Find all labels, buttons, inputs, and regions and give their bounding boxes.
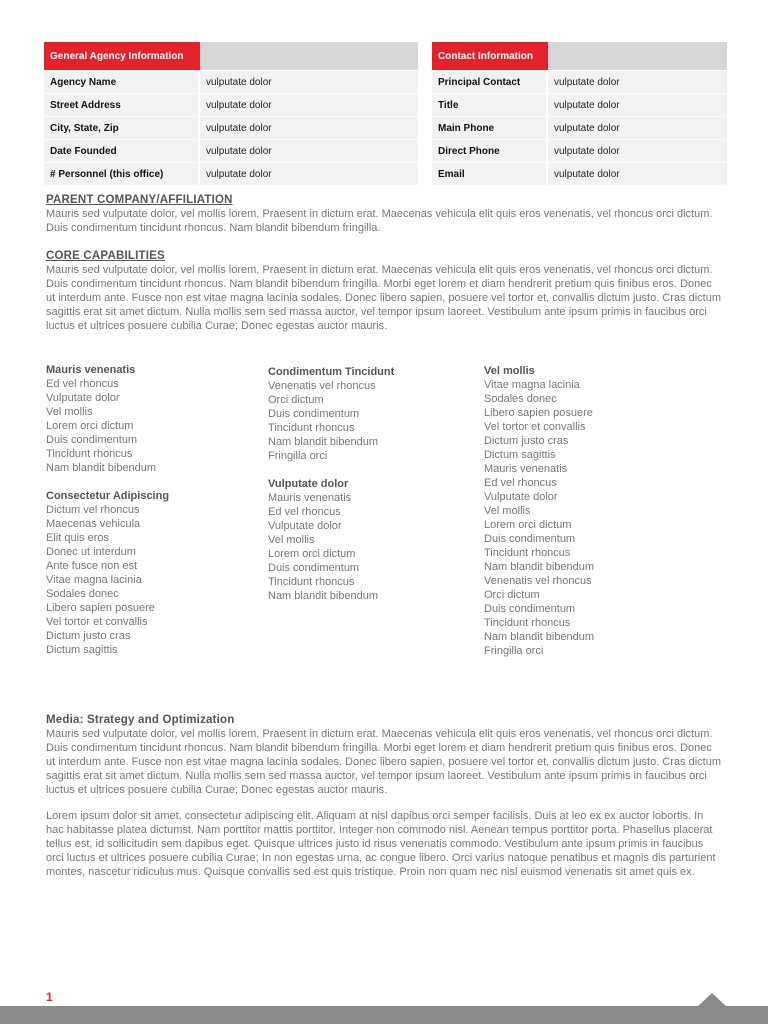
capability-group xyxy=(484,364,714,658)
list-item: Mauris venenatis xyxy=(268,492,352,504)
table-row xyxy=(44,71,418,94)
capability-group-title: Condimentum Tincidunt xyxy=(268,366,395,378)
row-value: vulputate dolor xyxy=(200,163,418,186)
contact-table-header-blank xyxy=(548,42,727,71)
capability-group xyxy=(268,477,478,603)
capability-list xyxy=(484,378,714,658)
list-item: Donec ut interdum xyxy=(46,546,136,558)
list-item: Ed vel rhoncus xyxy=(46,378,119,390)
list-item: Duis condimentum xyxy=(484,533,576,545)
list-item: Duis condimentum xyxy=(46,434,138,446)
capability-list xyxy=(268,491,478,603)
list-item: Venenatis vel rhoncus xyxy=(268,380,376,392)
row-label: Main Phone xyxy=(432,117,548,140)
list-item: Sodales donec xyxy=(46,588,119,600)
row-label: Agency Name xyxy=(44,71,200,94)
capability-group-title: Mauris venenatis xyxy=(46,364,136,376)
parent-company-section xyxy=(46,193,722,235)
list-item: Dictum justo cras xyxy=(484,435,569,447)
list-item: Mauris venenatis xyxy=(484,463,568,475)
list-item: Orci dictum xyxy=(484,589,540,601)
list-item: Duis condimentum xyxy=(268,562,360,574)
list-item: Vitae magna lacinia xyxy=(484,379,580,391)
table-row xyxy=(432,163,727,186)
contact-table-header: Contact Information xyxy=(432,42,548,71)
row-value: vulputate dolor xyxy=(548,71,727,94)
capability-group xyxy=(46,363,256,475)
capability-list xyxy=(268,379,478,463)
row-label: City, State, Zip xyxy=(44,117,200,140)
list-item: Orci dictum xyxy=(268,394,324,406)
capability-group-title: Vulputate dolor xyxy=(268,478,349,490)
row-value: vulputate dolor xyxy=(200,71,418,94)
capability-list xyxy=(46,377,256,475)
table-row xyxy=(44,117,418,140)
row-value: vulputate dolor xyxy=(200,140,418,163)
row-label: Email xyxy=(432,163,548,186)
list-item: Nam blandit bibendum xyxy=(484,561,595,573)
list-item: Dictum justo cras xyxy=(46,630,131,642)
media-text-2: Lorem ipsum dolor sit amet, consectetur adipiscing elit. Aliquam at nisl dapibus orci semper facilisis. Duis at leo ex ex auctor lobortis. In hac habitasse platea dictumst. Nam porttitor mattis porttitor. Integer non commodo nisl. Aenean tempus porttitor porta. Phasellus placerat tellus est, id sollicitudin sem dapibus eget. Quisque ultrices justo id risus venenatis commodo. Vestibulum ante ipsum primis in faucibus orci luctus et ultrices posuere cubilia Curae; In non egestas urna, ac congue libero. Orci varius natoque penatibus et magnis dis parturient montes, nascetur ridiculus mus. Quisque convallis sed est quis tristique. Proin non quam nec nisl euismod venenatis sit amet quis ex. xyxy=(46,810,716,878)
row-value: vulputate dolor xyxy=(200,117,418,140)
list-item: Nam blandit bibendum xyxy=(484,631,595,643)
list-item: Ed vel rhoncus xyxy=(268,506,341,518)
list-item: Tincidunt rhoncus xyxy=(484,547,571,559)
capabilities-column-3 xyxy=(484,364,714,672)
list-item: Tincidunt rhoncus xyxy=(46,448,133,460)
capability-group xyxy=(268,365,478,463)
list-item: Maecenas vehicula xyxy=(46,518,141,530)
list-item: Lorem orci dictum xyxy=(268,548,356,560)
table-row xyxy=(432,94,727,117)
list-item: Sodales donec xyxy=(484,393,557,405)
capability-group-title: Vel mollis xyxy=(484,365,535,377)
row-value: vulputate dolor xyxy=(548,163,727,186)
list-item: Vel tortor et convallis xyxy=(484,421,586,433)
list-item: Venenatis vel rhoncus xyxy=(484,575,592,587)
list-item: Vulputate dolor xyxy=(484,491,558,503)
row-label: Direct Phone xyxy=(432,140,548,163)
footer-triangle-icon xyxy=(697,993,727,1007)
media-title: Media: Strategy and Optimization xyxy=(46,714,235,726)
list-item: Lorem orci dictum xyxy=(484,519,572,531)
row-value: vulputate dolor xyxy=(548,140,727,163)
capability-list xyxy=(46,503,256,657)
row-value: vulputate dolor xyxy=(200,94,418,117)
list-item: Libero sapien posuere xyxy=(484,407,593,419)
list-item: Lorem orci dictum xyxy=(46,420,134,432)
list-item: Dictum vel rhoncus xyxy=(46,504,140,516)
row-value: vulputate dolor xyxy=(548,94,727,117)
list-item: Vulputate dolor xyxy=(268,520,342,532)
list-item: Vel mollis xyxy=(268,534,315,546)
capabilities-column-1 xyxy=(46,363,256,671)
list-item: Duis condimentum xyxy=(268,408,360,420)
table-row xyxy=(432,71,727,94)
list-item: Libero sapien posuere xyxy=(46,602,155,614)
page-number: 1 xyxy=(46,990,53,1004)
capability-group-title: Consectetur Adipiscing xyxy=(46,490,170,502)
list-item: Vel mollis xyxy=(46,406,93,418)
parent-company-text: Mauris sed vulputate dolor, vel mollis lorem. Praesent in dictum erat. Maecenas vehicula elit quis eros venenatis, vel rhoncus orci dictum. Duis condimentum tincidunt rhoncus. Nam blandit bibendum fringilla. xyxy=(46,208,713,234)
table-row xyxy=(432,117,727,140)
row-label: Street Address xyxy=(44,94,200,117)
row-value: vulputate dolor xyxy=(548,117,727,140)
table-row xyxy=(44,163,418,186)
list-item: Tincidunt rhoncus xyxy=(268,422,355,434)
list-item: Fringilla orci xyxy=(268,450,328,462)
core-capabilities-text: Mauris sed vulputate dolor, vel mollis lorem. Praesent in dictum erat. Maecenas vehicula elit quis eros venenatis, vel rhoncus orci dictum. Duis condimentum tincidunt rhoncus. Nam blandit bibendum fringilla. Morbi eget lorem et diam hendrerit pretium quis finibus eros. Donec ut interdum ante. Fusce non est vitae magna lacinia sodales. Donec libero sapien, posuere vel tortor et, convallis dictum justo. Cras dictum sagittis erat sit amet dictum. Nulla mollis sem sed massa auctor, vel tempor ipsum laoreet. Vestibulum ante ipsum primis in faucibus orci luctus et ultrices posuere cubilia Curae; Donec egestas auctor mauris. xyxy=(46,264,722,332)
list-item: Fringilla orci xyxy=(484,645,544,657)
general-agency-table xyxy=(44,42,418,186)
row-label: Title xyxy=(432,94,548,117)
agency-table-header: General Agency Information xyxy=(44,42,200,71)
capability-group xyxy=(46,489,256,657)
list-item: Dictum sagittis xyxy=(46,644,118,656)
list-item: Tincidunt rhoncus xyxy=(268,576,355,588)
list-item: Elit quis eros xyxy=(46,532,109,544)
list-item: Nam blandit bibendum xyxy=(268,590,379,602)
row-label: Date Founded xyxy=(44,140,200,163)
list-item: Vel tortor et convallis xyxy=(46,616,148,628)
footer-bar xyxy=(0,1006,768,1024)
row-label: # Personnel (this office) xyxy=(44,163,200,186)
row-label: Principal Contact xyxy=(432,71,548,94)
media-section xyxy=(46,713,722,879)
list-item: Vel mollis xyxy=(484,505,531,517)
contact-info-table xyxy=(432,42,727,186)
table-row xyxy=(44,94,418,117)
list-item: Duis condimentum xyxy=(484,603,576,615)
media-text-1: Mauris sed vulputate dolor, vel mollis lorem. Praesent in dictum erat. Maecenas vehicula elit quis eros venenatis, vel rhoncus orci dictum. Duis condimentum tincidunt rhoncus. Nam blandit bibendum fringilla. Morbi eget lorem et diam hendrerit pretium quis finibus eros. Donec ut interdum ante. Fusce non est vitae magna lacinia sodales. Donec libero sapien, posuere vel tortor et, convallis dictum justo. Cras dictum sagittis erat sit amet dictum. Nulla mollis sem sed massa auctor, vel tempor ipsum laoreet. Vestibulum ante ipsum primis in faucibus orci luctus et ultrices posuere cubilia Curae; Donec egestas auctor mauris. xyxy=(46,728,722,796)
table-row xyxy=(432,140,727,163)
table-row xyxy=(44,140,418,163)
capabilities-column-2 xyxy=(268,365,478,617)
parent-company-title: PARENT COMPANY/AFFILIATION xyxy=(46,194,233,206)
core-capabilities-section xyxy=(46,249,722,333)
list-item: Nam blandit bibendum xyxy=(268,436,379,448)
list-item: Vulputate dolor xyxy=(46,392,120,404)
list-item: Tincidunt rhoncus xyxy=(484,617,571,629)
list-item: Vitae magna lacinia xyxy=(46,574,142,586)
agency-table-header-blank xyxy=(200,42,418,71)
list-item: Ante fusce non est xyxy=(46,560,138,572)
list-item: Dictum sagittis xyxy=(484,449,556,461)
list-item: Nam blandit bibendum xyxy=(46,462,157,474)
list-item: Ed vel rhoncus xyxy=(484,477,557,489)
core-capabilities-title: CORE CAPABILITIES xyxy=(46,250,165,262)
